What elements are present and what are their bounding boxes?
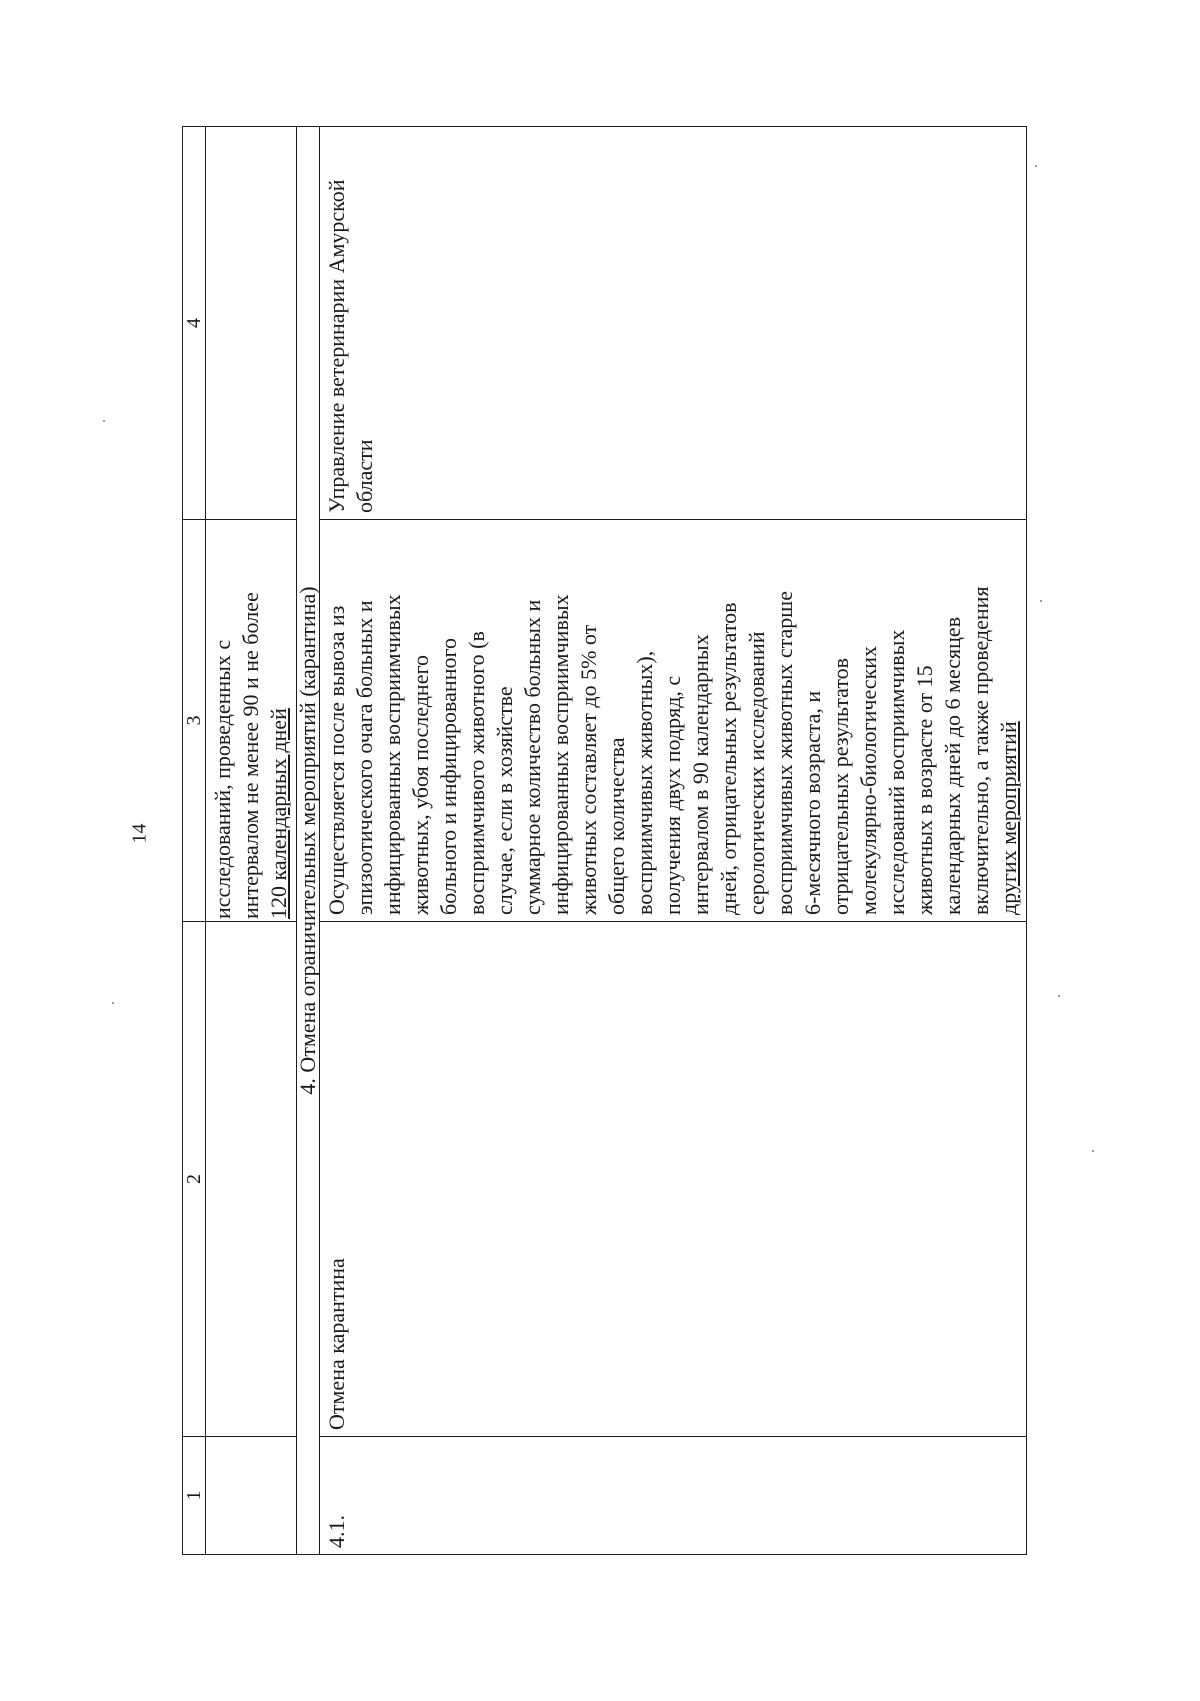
continuation-condition <box>206 520 297 922</box>
section-title: 4. Отмена ограничительных мероприятий (карантина) <box>297 127 320 1555</box>
text-line: животных, убоя последнего <box>408 655 433 915</box>
text-line: животных составляет до 5% от <box>576 624 601 915</box>
continuation-col4 <box>206 127 297 520</box>
scan-speck <box>1040 600 1042 602</box>
text-line: больного и инфицированного <box>436 638 461 915</box>
text-line: молекулярно-биологических <box>856 645 881 915</box>
scan-speck <box>103 420 105 422</box>
text-line: исследований восприимчивых <box>884 629 909 915</box>
rotated-table-wrapper <box>182 127 1021 1555</box>
column-number-4: 4 <box>183 127 206 520</box>
column-number-1: 1 <box>183 1437 206 1555</box>
item-condition <box>320 520 1027 922</box>
text-line: включительно, а также проведения <box>968 586 993 915</box>
text-line: интервалом не менее 90 и не более <box>238 592 263 919</box>
text-line: календарных дней до 6 месяцев <box>940 616 965 915</box>
text-line: получения двух подряд, с <box>660 675 685 915</box>
text-line: отрицательных результатов <box>828 657 853 915</box>
text-line: эпизоотического очага больных и <box>352 600 377 915</box>
text-line: инфицированных восприимчивых <box>548 594 573 915</box>
text-line: случае, если в хозяйстве <box>492 686 517 915</box>
continuation-col2 <box>206 922 297 1437</box>
text-line: области <box>352 439 377 513</box>
continuation-col1 <box>206 1437 297 1555</box>
page-number: 14 <box>128 823 151 844</box>
text-line: дней, отрицательных результатов <box>716 602 741 915</box>
text-line: Осуществляется после вывоза из <box>324 605 349 915</box>
text-line: восприимчивых животных), <box>632 650 657 915</box>
text-line: общего количества <box>604 737 629 915</box>
text-line: Управление ветеринарии Амурской <box>324 179 349 513</box>
item-number: 4.1. <box>320 1437 1027 1555</box>
table-row <box>320 127 1027 1555</box>
text-line: исследований, проведенных с <box>210 639 235 919</box>
scan-speck <box>1092 1150 1094 1152</box>
scan-speck <box>1058 995 1060 997</box>
item-responsible <box>320 127 1027 520</box>
text-line: инфицированных восприимчивых <box>380 594 405 915</box>
text-line: 120 календарных дней <box>266 708 291 919</box>
measures-table <box>182 126 1027 1555</box>
text-line: серологических исследований <box>744 631 769 915</box>
scan-speck <box>112 1002 114 1004</box>
text-line: восприимчивого животного (в <box>464 631 489 915</box>
text-line: других мероприятий <box>996 721 1021 915</box>
section-row <box>297 127 320 1555</box>
text-line: животных в возрасте от 15 <box>912 665 937 915</box>
text-line: восприимчивых животных старше <box>772 590 797 915</box>
text-line: 6-месячного возраста, и <box>800 690 825 915</box>
column-number-3: 3 <box>183 520 206 922</box>
scan-speck <box>1035 165 1037 167</box>
item-name: Отмена карантина <box>320 922 1027 1437</box>
column-number-2: 2 <box>183 922 206 1437</box>
text-line: суммарное количество больных и <box>520 599 545 915</box>
column-number-row <box>183 127 206 1555</box>
text-line: интервалом в 90 календарных <box>688 634 713 915</box>
continuation-row <box>206 127 297 1555</box>
